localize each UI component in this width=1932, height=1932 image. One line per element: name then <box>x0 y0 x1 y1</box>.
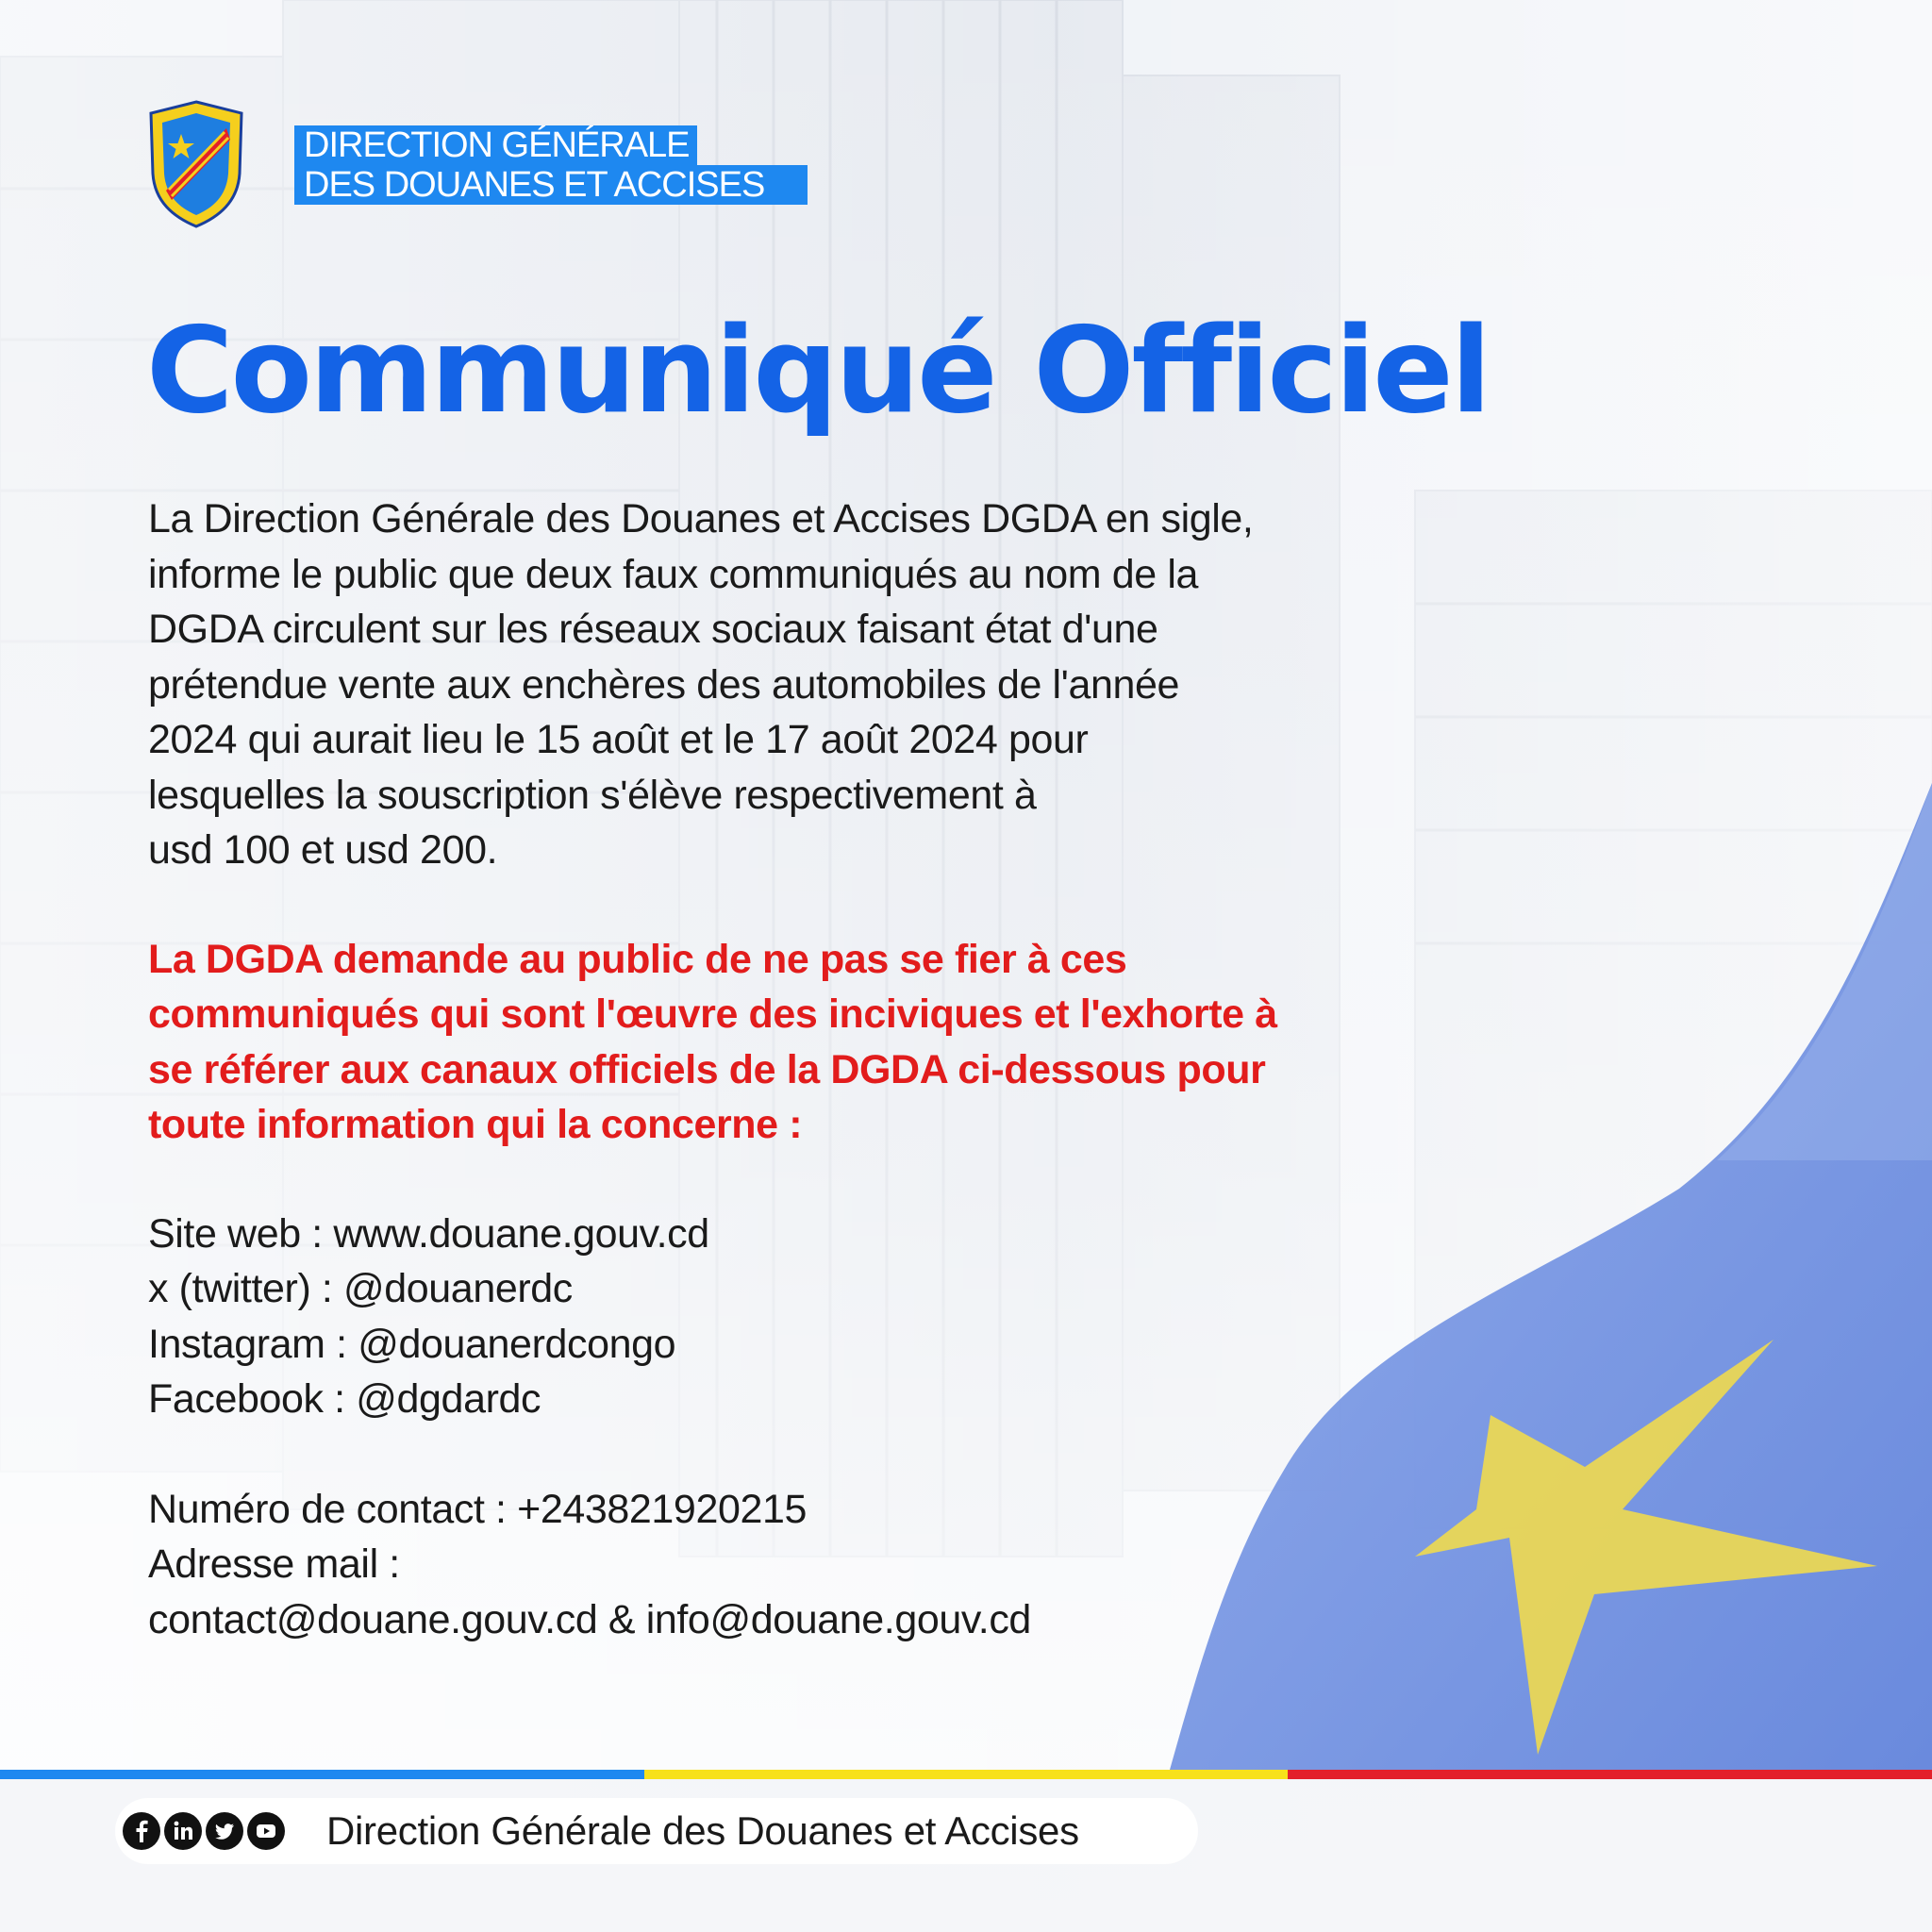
warning-line: La DGDA demande au public de ne pas se fier à ces <box>148 936 1127 982</box>
intro-paragraph <box>148 491 1469 878</box>
instagram-handle[interactable]: Instagram : @douanerdcongo <box>148 1321 676 1367</box>
twitter-icon[interactable] <box>206 1812 243 1850</box>
stripe-blue <box>0 1770 644 1779</box>
youtube-icon[interactable] <box>247 1812 285 1850</box>
contact-mail-label: Adresse mail : <box>148 1541 400 1587</box>
org-name-line-1: DIRECTION GÉNÉRALE <box>294 125 697 165</box>
intro-line: informe le public que deux faux communiqués au nom de la <box>148 551 1198 597</box>
contact-mail[interactable]: contact@douane.gouv.cd & info@douane.gouv.cd <box>148 1596 1031 1642</box>
contact-info <box>148 1482 1469 1648</box>
dgda-logo <box>147 100 245 233</box>
footer-bar <box>115 1798 1198 1864</box>
warning-line: toute information qui la concerne : <box>148 1102 803 1147</box>
org-name-tag <box>294 125 808 205</box>
intro-line: prétendue vente aux enchères des automobiles de l'année <box>148 661 1180 708</box>
flag-color-stripe <box>0 1770 1932 1779</box>
intro-line: usd 100 et usd 200. <box>148 827 498 873</box>
footer-org-name: Direction Générale des Douanes et Accises <box>326 1808 1079 1853</box>
facebook-handle[interactable]: Facebook : @dgdardc <box>148 1376 541 1422</box>
warning-line: communiqués qui sont l'œuvre des inciviques et l'exhorte à <box>148 991 1277 1037</box>
page-title: Communiqué Officiel <box>146 301 1489 440</box>
facebook-icon[interactable] <box>123 1812 160 1850</box>
website-link[interactable]: Site web : www.douane.gouv.cd <box>148 1210 709 1257</box>
intro-line: La Direction Générale des Douanes et Accises DGDA en sigle, <box>148 496 1254 541</box>
linkedin-icon[interactable] <box>164 1812 202 1850</box>
intro-line: 2024 qui aurait lieu le 15 août et le 17 août 2024 pour <box>148 717 1089 762</box>
org-name-line-2: DES DOUANES ET ACCISES <box>294 165 808 205</box>
warning-line: se référer aux canaux officiels de la DGDA ci-dessous pour <box>148 1046 1266 1092</box>
contact-phone[interactable]: Numéro de contact : +243821920215 <box>148 1486 808 1532</box>
intro-line: DGDA circulent sur les réseaux sociaux faisant état d'une <box>148 607 1158 652</box>
stripe-yellow <box>644 1770 1289 1779</box>
warning-paragraph <box>148 932 1469 1153</box>
communique-body <box>148 491 1469 1647</box>
stripe-red <box>1288 1770 1932 1779</box>
official-channels <box>148 1207 1469 1427</box>
twitter-handle[interactable]: x (twitter) : @douanerdc <box>148 1266 573 1311</box>
intro-line: lesquelles la souscription s'élève respectivement à <box>148 772 1037 818</box>
